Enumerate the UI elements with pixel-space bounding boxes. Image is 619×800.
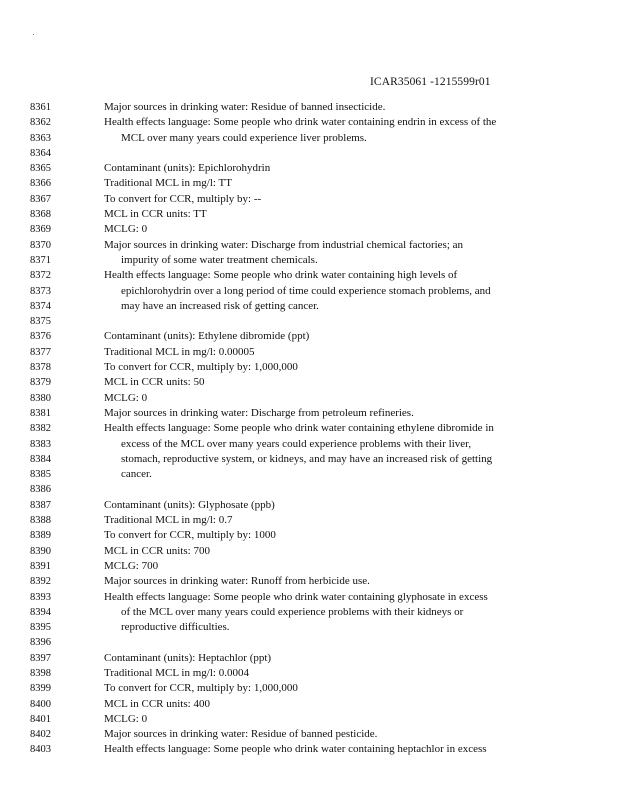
text-line: [0, 742, 619, 757]
text-line: [0, 207, 619, 222]
line-number: 8368: [30, 209, 51, 221]
line-number: 8378: [30, 362, 51, 374]
line-number: 8394: [30, 606, 51, 618]
text-line: [0, 513, 619, 528]
text-line: [0, 314, 619, 329]
line-number: 8373: [30, 285, 51, 297]
line-number: 8393: [30, 591, 51, 603]
line-number: 8372: [30, 270, 51, 282]
line-text: Contaminant (units): Ethylene dibromide (ppt): [104, 330, 310, 343]
line-text: Major sources in drinking water: Discharge from industrial chemical factories; an: [104, 238, 464, 251]
line-number: 8369: [30, 224, 51, 236]
text-line: [0, 605, 619, 620]
line-text: Traditional MCL in mg/l: TT: [104, 177, 232, 190]
line-text: MCL over many years could experience liver problems.: [121, 131, 367, 144]
line-number: 8365: [30, 163, 51, 175]
text-line: [0, 452, 619, 467]
line-text: To convert for CCR, multiply by: 1000: [104, 529, 276, 542]
line-number: 8390: [30, 545, 51, 557]
line-number: 8382: [30, 423, 51, 435]
line-number: 8362: [30, 117, 51, 129]
text-line: [0, 329, 619, 344]
text-line: [0, 299, 619, 314]
line-number: 8375: [30, 316, 51, 328]
line-text: To convert for CCR, multiply by: 1,000,000: [104, 682, 298, 695]
text-line: [0, 360, 619, 375]
line-number: 8367: [30, 193, 51, 205]
line-number: 8363: [30, 132, 51, 144]
line-text: reproductive difficulties.: [121, 621, 230, 634]
line-text: MCLG: 0: [104, 391, 148, 404]
line-number: 8391: [30, 560, 51, 572]
text-line: [0, 697, 619, 712]
line-number: 8366: [30, 178, 51, 190]
line-text: may have an increased risk of getting cancer.: [121, 299, 319, 312]
line-number: 8379: [30, 377, 51, 389]
line-text: Contaminant (units): Glyphosate (ppb): [104, 498, 275, 511]
line-number: 8400: [30, 698, 51, 710]
line-number: 8392: [30, 576, 51, 588]
line-number: 8361: [30, 102, 51, 113]
text-line: [0, 161, 619, 176]
text-line: [0, 590, 619, 605]
text-line: [0, 406, 619, 421]
line-text: Contaminant (units): Heptachlor (ppt): [104, 651, 272, 664]
line-text: Health effects language: Some people who drink water containing glyphosate in excess: [104, 590, 488, 603]
line-number: 8374: [30, 300, 51, 312]
line-text: Health effects language: Some people who drink water containing endrin in excess of the: [104, 116, 497, 129]
line-text: cancer.: [121, 468, 152, 481]
line-text: Major sources in drinking water: Discharge from petroleum refineries.: [104, 406, 414, 419]
text-line: [0, 284, 619, 299]
text-line: [0, 620, 619, 635]
text-line: [0, 391, 619, 406]
line-text: MCL in CCR units: 700: [104, 544, 210, 557]
text-line: [0, 544, 619, 559]
line-number: 8376: [30, 331, 51, 343]
line-number: 8387: [30, 499, 51, 511]
text-line: [0, 375, 619, 390]
line-text: MCLG: 700: [104, 559, 159, 572]
line-text: Major sources in drinking water: Runoff from herbicide use.: [104, 575, 370, 588]
line-text: MCL in CCR units: 50: [104, 376, 205, 389]
text-line: [0, 467, 619, 482]
text-line: [0, 192, 619, 207]
text-line: [0, 176, 619, 191]
line-text: Traditional MCL in mg/l: 0.00005: [104, 345, 255, 358]
text-line: [0, 437, 619, 452]
text-line: [0, 238, 619, 253]
line-number: 8399: [30, 683, 51, 695]
line-number: 8386: [30, 484, 51, 496]
line-text: Health effects language: Some people who drink water containing high levels of: [104, 269, 458, 282]
line-text: MCLG: 0: [104, 223, 148, 236]
text-line: [0, 115, 619, 130]
text-line: [0, 100, 619, 115]
line-number: 8398: [30, 667, 51, 679]
line-text: MCL in CCR units: 400: [104, 697, 210, 710]
text-line: [0, 528, 619, 543]
text-line: [0, 268, 619, 283]
line-number: 8371: [30, 254, 51, 266]
text-line: [0, 498, 619, 513]
line-number: 8397: [30, 652, 51, 664]
line-text: Traditional MCL in mg/l: 0.0004: [104, 666, 249, 679]
line-text: Major sources in drinking water: Residue of banned pesticide.: [104, 728, 378, 741]
line-text: MCLG: 0: [104, 712, 148, 725]
text-line: [0, 345, 619, 360]
text-line: [0, 712, 619, 727]
line-text: Contaminant (units): Epichlorohydrin: [104, 162, 271, 175]
line-number: 8381: [30, 407, 51, 419]
line-number: 8402: [30, 729, 51, 741]
text-line: [0, 666, 619, 681]
line-number: 8389: [30, 530, 51, 542]
line-number: 8364: [30, 147, 51, 159]
line-number: 8403: [30, 744, 51, 756]
line-number: 8388: [30, 515, 51, 527]
text-line: [0, 222, 619, 237]
text-line: [0, 574, 619, 589]
line-text: MCL in CCR units: TT: [104, 208, 207, 221]
text-line: [0, 727, 619, 742]
line-number: 8377: [30, 346, 51, 358]
line-text: stomach, reproductive system, or kidneys, and may have an increased risk of getting: [121, 452, 493, 465]
line-text: impurity of some water treatment chemicals.: [121, 253, 318, 266]
line-text: epichlorohydrin over a long period of time could experience stomach problems, and: [121, 284, 491, 297]
line-number: 8384: [30, 453, 51, 465]
line-number: 8380: [30, 392, 51, 404]
numbered-text-body: [0, 100, 619, 758]
line-number: 8383: [30, 438, 51, 450]
line-number: 8401: [30, 713, 51, 725]
line-text: To convert for CCR, multiply by: 1,000,000: [104, 361, 298, 374]
line-number: 8385: [30, 469, 51, 481]
text-line: [0, 651, 619, 666]
line-text: Health effects language: Some people who drink water containing heptachlor in excess: [104, 743, 487, 756]
line-text: excess of the MCL over many years could experience problems with their liver,: [121, 437, 472, 450]
text-line: [0, 559, 619, 574]
text-line: [0, 421, 619, 436]
text-line: [0, 635, 619, 650]
line-text: Major sources in drinking water: Residue of banned insecticide.: [104, 101, 386, 113]
line-number: 8395: [30, 622, 51, 634]
line-number: 8370: [30, 239, 51, 251]
line-text: of the MCL over many years could experience problems with their kidneys or: [121, 605, 464, 618]
text-line: [0, 681, 619, 696]
text-line: [0, 253, 619, 268]
line-text: Health effects language: Some people who drink water containing ethylene dibromide in: [104, 422, 494, 435]
line-number: 8396: [30, 637, 51, 649]
text-line: [0, 482, 619, 497]
text-line: [0, 146, 619, 161]
scan-speck: [33, 34, 34, 35]
line-text: To convert for CCR, multiply by: --: [104, 192, 262, 205]
document-id: ICAR35061 -1215599r01: [370, 76, 491, 88]
line-text: Traditional MCL in mg/l: 0.7: [104, 514, 233, 527]
text-line: [0, 131, 619, 146]
